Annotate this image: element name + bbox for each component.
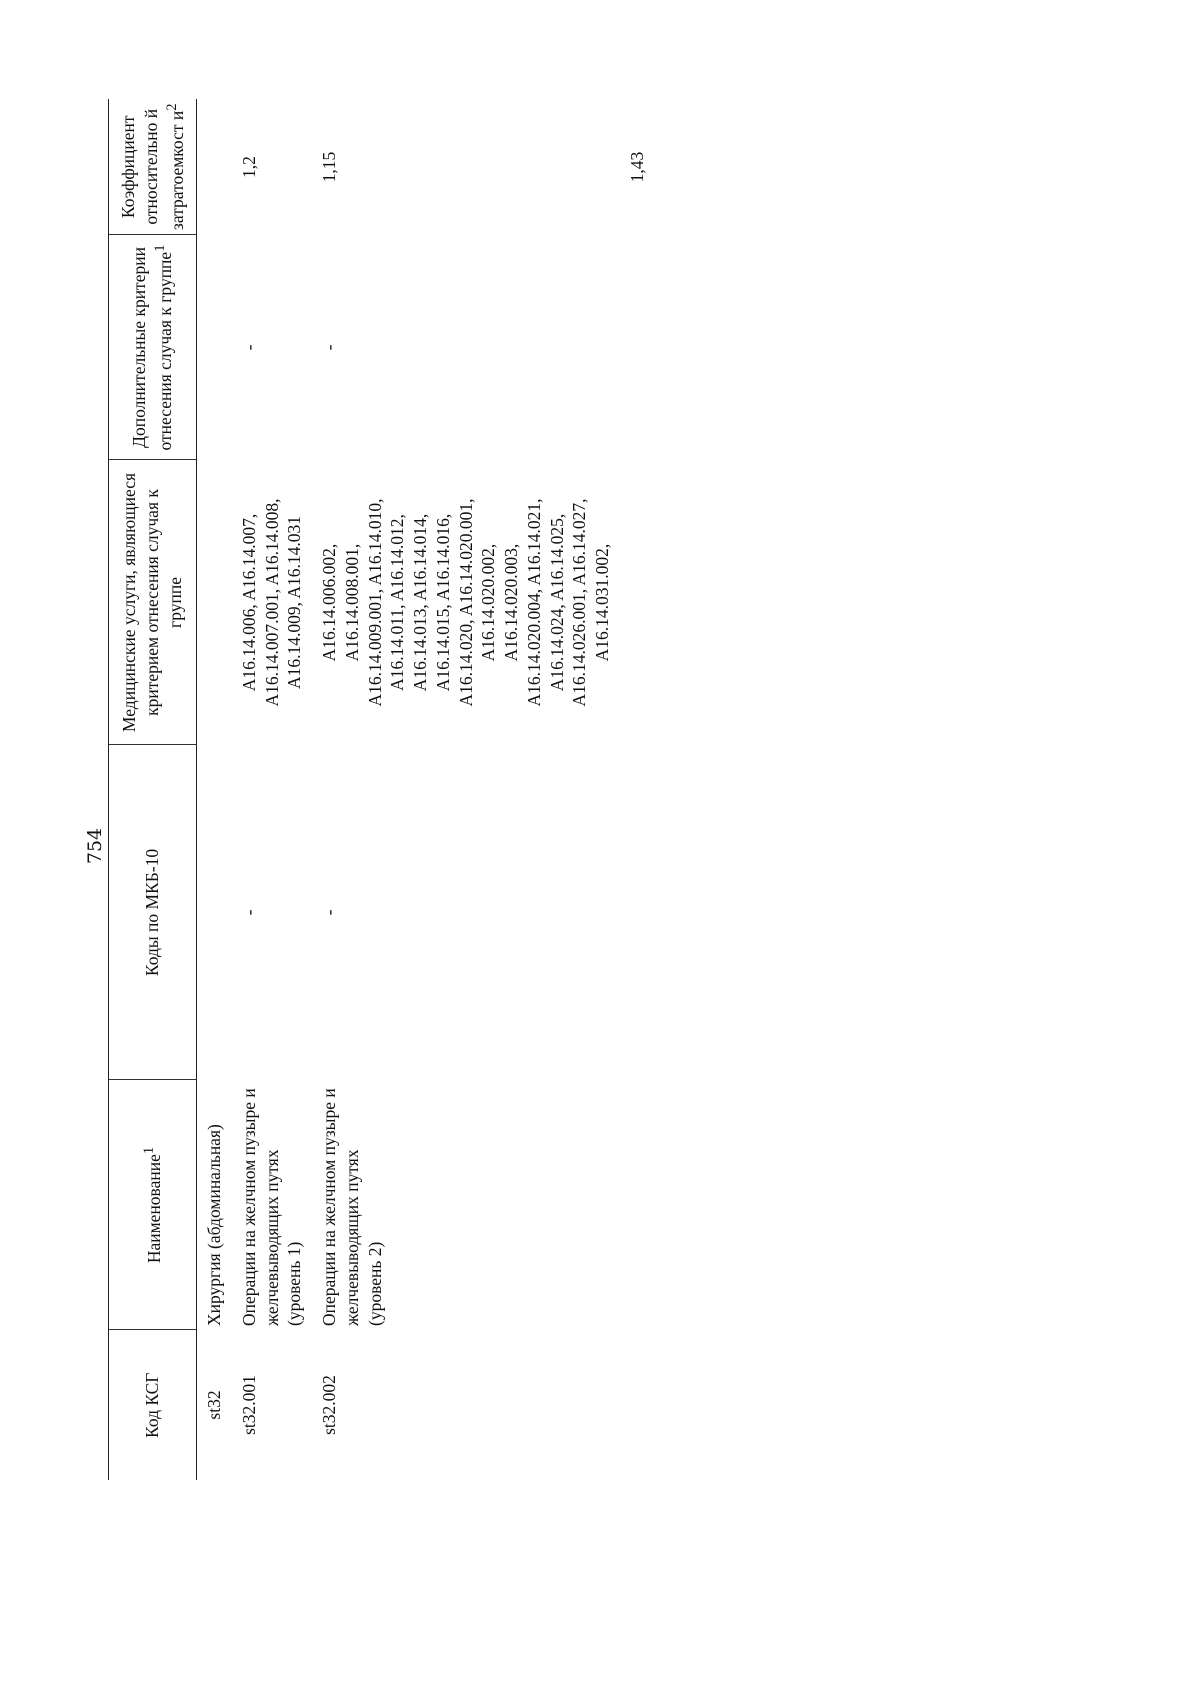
service-line: A16.14.015, A16.14.016,	[432, 513, 453, 692]
row-additional	[620, 235, 655, 460]
row-services	[232, 460, 312, 745]
ksg-table	[108, 99, 655, 1480]
row-name: Операции на желчном пузыре и желчевыводящих путях (уровень 2)	[319, 1088, 385, 1326]
service-line: A16.14.020.002,	[478, 543, 499, 662]
section-row	[197, 99, 232, 1480]
table-row	[620, 99, 655, 1480]
row-code	[620, 1330, 655, 1480]
section-code: st32	[204, 1390, 225, 1420]
table-row	[232, 99, 312, 1480]
row-name	[620, 1080, 655, 1330]
header-code: Код КСГ	[109, 1330, 197, 1480]
header-additional: Дополнительные критерии отнесения случая к группе$^1$	[109, 235, 197, 460]
service-line: A16.14.013, A16.14.014,	[410, 513, 431, 692]
service-line: A16.14.031.002,	[592, 543, 613, 662]
header-services: Медицинские услуги, являющиеся критерием отнесения случая к группе	[109, 460, 197, 745]
row-services	[312, 460, 620, 745]
row-code: st32.001	[238, 1375, 259, 1435]
service-line: A16.14.009, A16.14.031	[284, 515, 305, 690]
row-name: Операции на желчном пузыре и желчевыводящих путях (уровень 1)	[238, 1088, 305, 1326]
service-line: A16.14.026.001, A16.14.027,	[569, 498, 590, 707]
service-line: A16.14.020.003,	[501, 543, 522, 662]
table-row	[312, 99, 620, 1480]
service-line: A16.14.020.004, A16.14.021,	[523, 498, 544, 707]
service-line: A16.14.007.001, A16.14.008,	[261, 498, 282, 707]
service-line: A16.14.024, A16.14.025,	[546, 513, 567, 692]
service-line: A16.14.006.002,	[319, 543, 340, 662]
header-mkb: Коды по МКБ-10	[109, 745, 197, 1080]
header-name: Наименование$^1$	[109, 1080, 197, 1330]
section-name: Хирургия (абдоминальная)	[204, 1124, 225, 1326]
header-coef: Коэффициент относительно й затратоемкост $и^2$	[109, 99, 197, 235]
service-line: A16.14.006, A16.14.007,	[238, 513, 259, 692]
service-line: A16.14.020, A16.14.020.001,	[455, 498, 476, 707]
row-coef: 1,15	[319, 151, 340, 183]
row-services	[620, 460, 655, 745]
row-mkb: -	[319, 909, 340, 916]
row-additional: -	[319, 344, 340, 351]
service-line: A16.14.008.001,	[341, 543, 362, 662]
row-code: st32.002	[319, 1375, 340, 1435]
page-number: 754	[84, 827, 106, 865]
row-mkb: -	[238, 909, 259, 916]
row-coef: 1,43	[626, 151, 647, 183]
service-line: A16.14.009.001, A16.14.010,	[364, 498, 385, 707]
table-header-row	[109, 99, 197, 1480]
row-additional: -	[238, 344, 259, 351]
service-line: A16.14.011, A16.14.012,	[387, 514, 408, 691]
row-mkb	[620, 745, 655, 1080]
row-coef: 1,2	[238, 156, 259, 178]
